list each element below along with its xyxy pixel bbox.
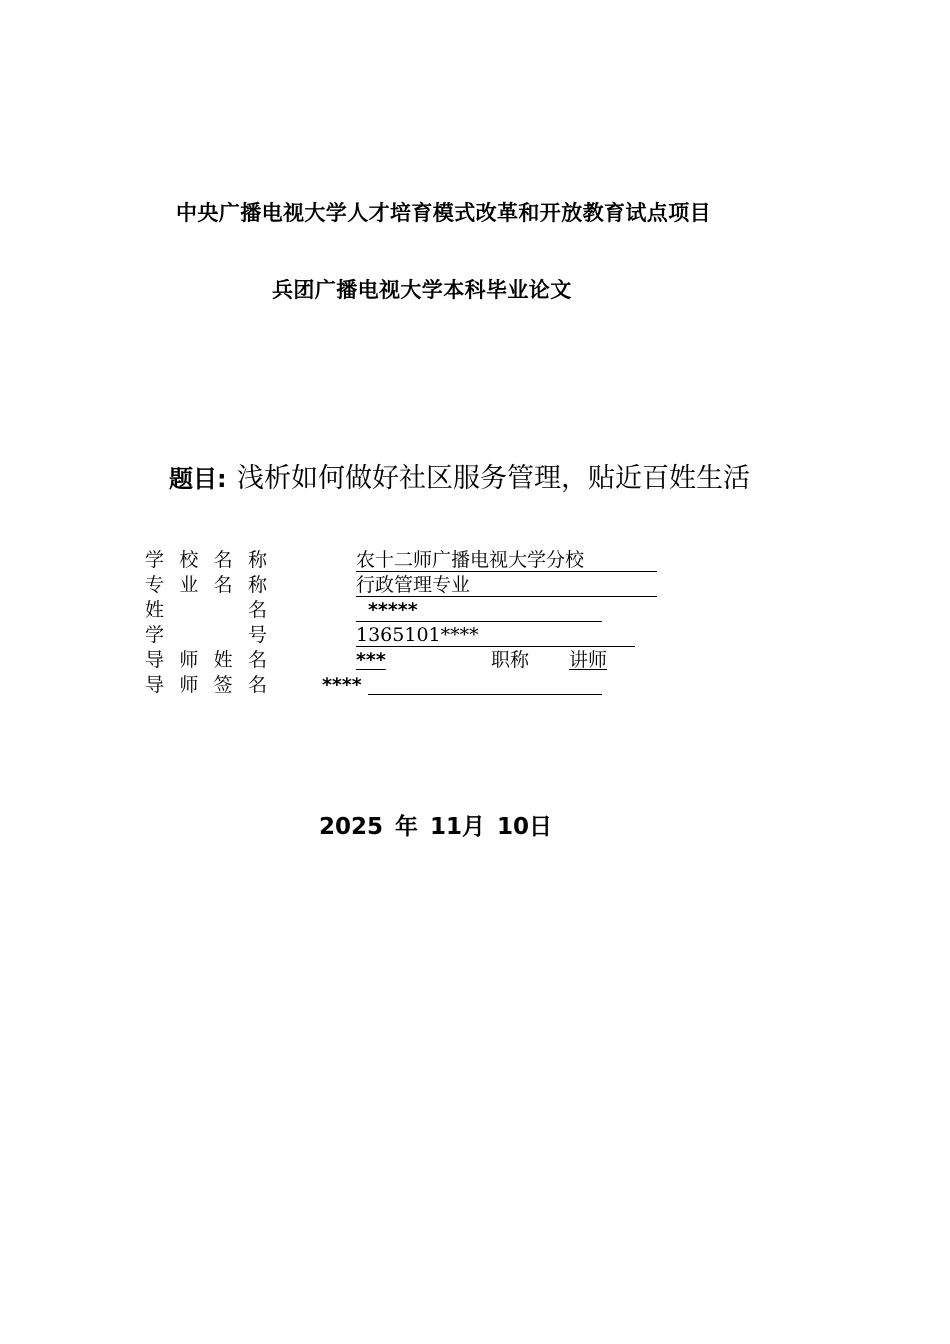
- advisor-label: [145, 648, 267, 672]
- label-char: 学: [145, 549, 165, 571]
- advisor-sign-underline: [368, 694, 602, 695]
- advisor-sign-label: [145, 673, 267, 697]
- advisor-value: ***: [356, 649, 386, 671]
- label-char: 师: [179, 649, 199, 671]
- major-underline: [356, 596, 657, 597]
- advisor-rank-value: 讲师: [569, 649, 608, 671]
- label-char: 师: [179, 674, 199, 696]
- school-label: [145, 548, 267, 572]
- advisor-rank-label: 职称: [491, 649, 530, 671]
- major-value: 行政管理专业: [356, 574, 471, 596]
- name-underline: [356, 621, 602, 622]
- thesis-title: 浅析如何做好社区服务管理，贴近百姓生活: [237, 463, 750, 494]
- cover-date: 2025 年 11月 10日: [319, 814, 553, 840]
- label-char: 号: [247, 624, 267, 646]
- school-value: 农十二师广播电视大学分校: [356, 549, 585, 571]
- label-char: 名: [213, 574, 233, 596]
- label-char: 姓: [213, 649, 233, 671]
- label-char: 业: [179, 574, 199, 596]
- header-line-2: 兵团广播电视大学本科毕业论文: [272, 278, 572, 302]
- name-label: [145, 598, 267, 622]
- label-char: 校: [179, 549, 199, 571]
- title-label: 题目:: [169, 465, 227, 493]
- label-char: 名: [247, 649, 267, 671]
- header-line-1: 中央广播电视大学人才培育模式改革和开放教育试点项目: [176, 201, 711, 225]
- school-underline: [356, 571, 657, 572]
- label-char: 学: [145, 624, 165, 646]
- label-char: 导: [145, 674, 165, 696]
- label-char: 名: [213, 549, 233, 571]
- label-char: 专: [145, 574, 165, 596]
- student-id-value: 1365101****: [356, 624, 479, 646]
- label-char: 名: [247, 599, 267, 621]
- label-char: 签: [213, 674, 233, 696]
- advisor-sign-value: ****: [322, 674, 362, 696]
- label-char: 姓: [145, 599, 165, 621]
- label-char: 名: [247, 674, 267, 696]
- label-char: 导: [145, 649, 165, 671]
- label-char: 称: [247, 574, 267, 596]
- student-id-label: [145, 623, 267, 647]
- major-label: [145, 573, 267, 597]
- label-char: 称: [247, 549, 267, 571]
- student-name-value: *****: [368, 599, 418, 621]
- student-id-underline: [356, 646, 635, 647]
